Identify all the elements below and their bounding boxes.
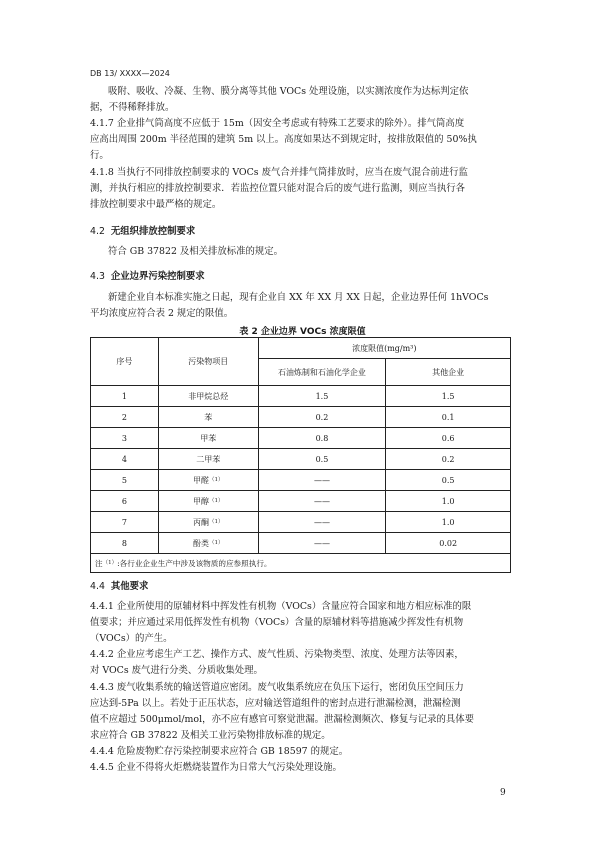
row-item-name: 丙酮 bbox=[192, 517, 209, 527]
row-item bbox=[158, 449, 258, 470]
header-item: 污染物项目 bbox=[158, 338, 258, 386]
note-text: :各行业企业生产中涉及该物质的应参照执行。 bbox=[117, 558, 272, 568]
section-title: 无组织排放控制要求 bbox=[110, 226, 196, 237]
table-row bbox=[91, 512, 511, 533]
row-item-name: 二甲苯 bbox=[196, 454, 221, 464]
clause-4-4-3-line: 应达到-5Pa 以上。若处于正压状态，应对输送管道组件的密封点进行泄漏检测，泄漏检测 bbox=[90, 698, 461, 709]
row-seq: 3 bbox=[91, 428, 159, 449]
header-other: 其他企业 bbox=[386, 359, 511, 386]
note-prefix: 注 bbox=[95, 558, 103, 568]
clause-4-1-7-line: 行。 bbox=[90, 150, 109, 161]
clause-4-4-1-line: 4.4.1 企业所使用的原辅材料中挥发性有机物（VOCs）含量应符合国家和地方相应标准的限 bbox=[90, 601, 472, 612]
section-4-2-heading bbox=[90, 223, 195, 237]
para-line: 据，不得稀释排放。 bbox=[90, 102, 175, 113]
table-caption: 表 2 企业边界 VOCs 浓度限值 bbox=[239, 327, 366, 337]
row-item bbox=[158, 428, 258, 449]
header-limit: 浓度限值(mg/m³) bbox=[258, 338, 510, 359]
row-seq: 8 bbox=[91, 533, 159, 554]
section-4-4-heading bbox=[90, 578, 148, 592]
row-seq: 5 bbox=[91, 470, 159, 491]
row-item-footnote: （1） bbox=[208, 518, 224, 525]
row-seq: 1 bbox=[91, 386, 159, 407]
table-row bbox=[91, 407, 511, 428]
clause-4-4-3-line: 值不应超过 500μmol/mol，亦不应有感官可察觉泄漏。泄漏检测频次、修复与记录的具体要 bbox=[90, 714, 474, 725]
section-number: 4.2 bbox=[90, 226, 105, 237]
row-value-petro: 1.5 bbox=[258, 386, 386, 407]
row-item bbox=[158, 470, 258, 491]
row-item-name: 苯 bbox=[204, 412, 213, 422]
table-row bbox=[91, 428, 511, 449]
table-row bbox=[91, 449, 511, 470]
row-item-footnote: （1） bbox=[208, 476, 224, 483]
row-value-other: 1.0 bbox=[386, 512, 511, 533]
row-seq: 2 bbox=[91, 407, 159, 428]
para-line: 吸附、吸收、冷凝、生物、膜分离等其他 VOCs 处理设施，以实测浓度作为达标判定依 bbox=[108, 86, 469, 97]
section-number: 4.4 bbox=[90, 581, 105, 592]
clause-4-1-8-line: 排放控制要求中最严格的规定。 bbox=[90, 199, 222, 210]
row-item bbox=[158, 386, 258, 407]
section-4-3-line: 平均浓度应符合表 2 规定的限值。 bbox=[90, 308, 234, 319]
row-item bbox=[158, 491, 258, 512]
row-seq: 4 bbox=[91, 449, 159, 470]
section-4-2-text: 符合 GB 37822 及相关排放标准的规定。 bbox=[108, 246, 284, 257]
clause-4-4-3-line: 求应符合 GB 37822 及相关工业污染物排放标准的规定。 bbox=[90, 730, 331, 741]
page-number: 9 bbox=[500, 788, 506, 798]
header-petro: 石油炼制和石油化学企业 bbox=[258, 359, 386, 386]
row-item-name: 甲醛 bbox=[192, 475, 209, 485]
section-4-3-line: 新建企业自本标准实施之日起，现有企业自 XX 年 XX 月 XX 日起，企业边界任何 1hVOCs bbox=[108, 292, 489, 303]
clause-4-4-4: 4.4.4 危险废物贮存污染控制要求应符合 GB 18597 的规定。 bbox=[90, 746, 349, 757]
clause-4-1-8-line: 测，并执行相应的排放控制要求．若监控位置只能对混合后的废气进行监测，则应当执行各 bbox=[90, 183, 466, 194]
row-item bbox=[158, 512, 258, 533]
clause-4-1-7-line: 应高出周围 200m 半径范围的建筑 5m 以上。高度如果达不到规定时，按排放限值的 50%执 bbox=[90, 134, 477, 145]
row-value-petro: 0.2 bbox=[258, 407, 386, 428]
table-note bbox=[91, 554, 511, 573]
clause-4-1-7-line: 4.1.7 企业排气筒高度不应低于 15m（因安全考虑或有特殊工艺要求的除外）。排气筒高度 bbox=[90, 118, 465, 129]
row-item-name: 甲醇 bbox=[192, 496, 209, 506]
row-value-petro: —— bbox=[258, 470, 386, 491]
row-value-petro: —— bbox=[258, 512, 386, 533]
row-value-other: 0.1 bbox=[386, 407, 511, 428]
table-row bbox=[91, 470, 511, 491]
section-title: 企业边界污染控制要求 bbox=[110, 271, 205, 282]
clause-4-4-2-line: 对 VOCs 废气进行分类、分质收集处理。 bbox=[90, 665, 263, 676]
clause-4-1-8-line: 4.1.8 当执行不同排放控制要求的 VOCs 废气合并排气筒排放时，应当在废气混合前进行监 bbox=[90, 167, 468, 178]
row-item-footnote: （1） bbox=[208, 497, 224, 504]
clause-4-4-5: 4.4.5 企业不得将火炬燃烧装置作为日常大气污染处理设施。 bbox=[90, 762, 342, 773]
row-item-name: 甲苯 bbox=[200, 433, 217, 443]
row-value-petro: 0.5 bbox=[258, 449, 386, 470]
section-title: 其他要求 bbox=[110, 581, 149, 592]
row-item bbox=[158, 533, 258, 554]
note-sup: （1） bbox=[102, 559, 118, 566]
row-value-other: 1.0 bbox=[386, 491, 511, 512]
row-value-petro: 0.8 bbox=[258, 428, 386, 449]
limits-table bbox=[90, 337, 511, 573]
row-seq: 6 bbox=[91, 491, 159, 512]
row-value-petro: —— bbox=[258, 491, 386, 512]
row-seq: 7 bbox=[91, 512, 159, 533]
row-value-other: 0.2 bbox=[386, 449, 511, 470]
header-seq: 序号 bbox=[91, 338, 159, 386]
row-item-name: 酚类 bbox=[192, 538, 209, 548]
row-value-other: 1.5 bbox=[386, 386, 511, 407]
table-row bbox=[91, 491, 511, 512]
table-row bbox=[91, 533, 511, 554]
section-number: 4.3 bbox=[90, 271, 105, 282]
clause-4-4-1-line: （VOCs）的产生。 bbox=[90, 633, 173, 644]
row-value-other: 0.5 bbox=[386, 470, 511, 491]
section-4-3-heading bbox=[90, 268, 205, 282]
clause-4-4-2-line: 4.4.2 企业应考虑生产工艺、操作方式、废气性质、污染物类型、浓度、处理方法等因素， bbox=[90, 649, 464, 660]
row-item-name: 非甲烷总烃 bbox=[188, 391, 229, 401]
clause-4-4-1-line: 值要求；并应通过采用低挥发性有机物（VOCs）含量的原辅材料等措施减少挥发性有机物 bbox=[90, 617, 464, 628]
row-value-other: 0.02 bbox=[386, 533, 511, 554]
table-row bbox=[91, 386, 511, 407]
row-item bbox=[158, 407, 258, 428]
document-header: DB 13/ XXXX—2024 bbox=[90, 69, 170, 78]
row-value-other: 0.6 bbox=[386, 428, 511, 449]
row-item-footnote: （1） bbox=[208, 539, 224, 546]
row-value-petro: —— bbox=[258, 533, 386, 554]
clause-4-4-3-line: 4.4.3 废气收集系统的输送管道应密闭。废气收集系统应在负压下运行，密闭负压空间压力 bbox=[90, 682, 464, 693]
